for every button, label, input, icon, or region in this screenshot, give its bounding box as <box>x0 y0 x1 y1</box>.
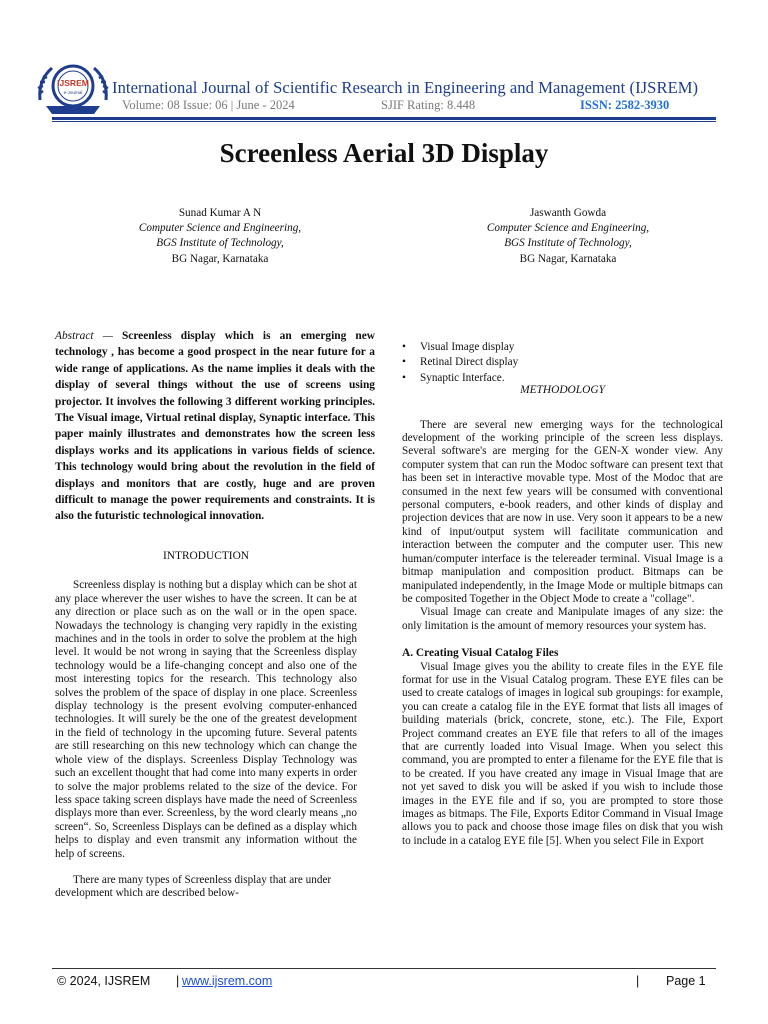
journal-logo <box>36 60 110 116</box>
methodology-heading: METHODOLOGY <box>520 384 605 397</box>
subsection-paragraph: Visual Image gives you the ability to create files in the EYE file format for use in the Visual Catalog program. These EYE files can be used to create catalogs of images in logical sub groupings: for example, you can create a catalog file in the EYE format that lists all images of building materials (brick, concrete, stone, etc.). The File, Export Project command creates an EYE file that refers to all of the images that are currently loaded into Visual Image. When you select this command, you are prompted to enter a filename for the EYE file that is to be created. If you have created any image in Visual Image that are not yet saved to disk you will be asked if you wish to include those images in the EYE file and if so, you are prompted to store those images as bitmaps. The File, Exports Editor Command in Visual Image allows you to pack and choose those image files on disk that you wish to include in a catalog EYE file [5]. When you select File in Export <box>402 660 723 847</box>
journal-title: International Journal of Scientific Research in Engineering and Management (IJSREM) <box>112 78 699 97</box>
volume-issue: Volume: 08 Issue: 06 | June - 2024 <box>122 98 295 112</box>
list-item: • Retinal Direct display <box>402 355 723 370</box>
author-department: Computer Science and Engineering, <box>138 222 302 235</box>
methodology-section <box>402 340 723 848</box>
footer-copyright: © 2024, IJSREM <box>57 974 151 988</box>
display-types-list <box>402 340 723 386</box>
footer-website-link[interactable]: www.ijsrem.com <box>182 974 273 988</box>
author-institute: BGS Institute of Technology, <box>156 237 284 250</box>
list-item: • Synaptic Interface. <box>402 371 723 386</box>
introduction-paragraph: Screenless display is nothing but a display which can be shot at any place wherever the user wishes to have the screen. It can be at any direction or place such as on the wall or in the open space. Nowadays the technology is changing very rapidly in the existing machines and in the tools in order to solve the problem at the high level. It would be not wrong in saying that the Screenless display technology would be a life-changing concept and also one of the most interesting topics for the research. This technology also solves the problem of the space of display in one place. Screenless display technology is the present evolving computer-enhanced technologies. It will surely be the one of the greatest development in the field of technology in the upcoming future. Several patents are still researching on this new technology which can change the whole view of the displays. Screenless Display Technology was such an excellent thought that had come into many experts in order to solve the major problems related to the size of the device. For less space taking screen displays have made the need of Screenless displays more than ever. Screenless, by the word clearly means „no screen“. So, Screenless Displays can be defined as a display which helps to display and even transmit any information without the help of screens. <box>55 579 357 860</box>
sjif-rating: SJIF Rating: 8.448 <box>381 98 476 112</box>
abstract-text: Screenless display which is an emerging new technology , has become a good prospect in the near future for a wide range of applications. As the name implies it deals with the display of several things without the use of screens using projector. It involves the following 3 different working principles. The Visual image, Virtual retinal display, Synaptic interface. This paper mainly illustrates and demonstrates how the screen less displays works and its applications in various fields of science. This technology would bring about the revolution in the field of displays and monitors that are costly, huge and are proven difficult to manage the power requirements and constraints. It is also the futuristic technological innovation. <box>55 330 376 523</box>
abstract <box>55 328 375 525</box>
author-department: Computer Science and Engineering, <box>486 222 650 235</box>
header-rule-thin <box>52 121 716 122</box>
paper-title: Screenless Aerial 3D Display <box>219 138 549 168</box>
methodology-paragraph: Visual Image can create and Manipulate images of any size: the only limitation is the amount of memory resources your system has. <box>402 606 723 632</box>
author-location: BG Nagar, Karnataka <box>171 252 269 265</box>
author-name: Jaswanth Gowda <box>529 207 607 219</box>
list-item: • Visual Image display <box>402 340 723 355</box>
header-rule <box>52 117 716 120</box>
footer-separator: | <box>176 974 180 988</box>
author-location: BG Nagar, Karnataka <box>519 252 617 265</box>
introduction-heading: INTRODUCTION <box>162 550 250 562</box>
logo-text: IJSREM <box>57 78 89 88</box>
author-institute: BGS Institute of Technology, <box>504 237 632 250</box>
page-number: Page 1 <box>666 974 706 988</box>
issn: ISSN: 2582-3930 <box>580 98 670 112</box>
methodology-paragraph: There are several new emerging ways for the technological development of the working principle of the screen less displays. Several software's are merging for the GEN-X wonder view. Any computer system that can run the Modoc software can present text that has been set in interactive movable type. Most of the Modoc that are consumed in the next few years will be consumed with conventional personal computers, e-book readers, and other kinds of display and projection devices that are now in use. Very soon it appears to be a new kind of input/output system will facilitate communication and interaction between the computer and the computer user. This new human/computer interface is the telereader terminal. Visual Image is a bitmap manipulation and composition product. Bitmaps can be manipulated independently, in the Image Mode or multiple bitmaps can be composited Together in the Object Mode to create a "collage". <box>402 418 723 605</box>
footer-rule <box>52 968 716 969</box>
author-block-1 <box>95 206 345 267</box>
logo-subtext: e-Journal <box>63 90 83 95</box>
footer-separator: | <box>636 974 640 988</box>
author-block-2 <box>443 206 693 267</box>
author-name: Sunad Kumar A N <box>178 207 262 219</box>
abstract-label: Abstract <box>55 330 94 342</box>
introduction-paragraph: There are many types of Screenless display that are under development which are described below- <box>55 873 332 900</box>
abstract-dash: — <box>93 330 122 342</box>
introduction-section <box>55 550 357 901</box>
subsection-heading: A. Creating Visual Catalog Files <box>402 647 559 660</box>
